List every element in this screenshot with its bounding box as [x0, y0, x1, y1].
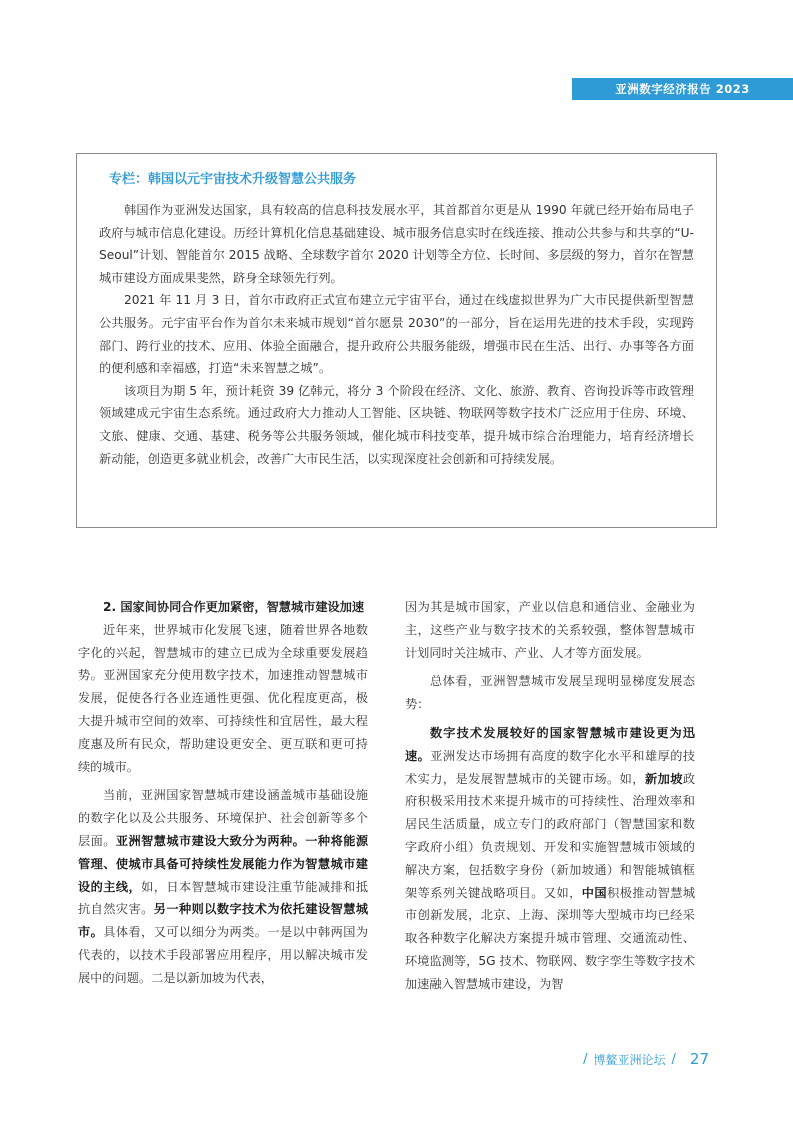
paragraph-continued: 因为其是城市国家，产业以信息和通信业、金融业为主，这些产业与数字技术的关系较强，整体智慧城市计划同时关注城市、产业、人才等方面发展。 — [405, 600, 695, 660]
sidebar-box — [76, 153, 717, 528]
emphasis: 另一种则以数字技术为依托建设智慧城市。 — [78, 902, 369, 940]
report-header-band — [572, 78, 793, 100]
emphasis: 新加坡 — [644, 771, 683, 786]
box-paragraph: 该项目为期 5 年，预计耗资 39 亿韩元，将分 3 个阶段在经济、文化、旅游、教育、咨询投诉等市政管理领域建成元宇宙生态系统。通过政府大力推动人工智能、区块链、物联网等数字技术广泛应用于住房、环境、文旅、健康、交通、基建、税务等公共服务领域，催化城市科技变革，提升城市综合治理能力，培育经济增长新动能，创造更多就业机会，改善广大市民生活，以实现深度社会创新和可持续发展。 — [99, 383, 694, 466]
paragraph: 总体看，亚洲智慧城市发展呈现明显梯度发展态势： — [405, 674, 695, 712]
box-paragraph: 韩国作为亚洲发达国家，具有较高的信息科技发展水平，其首都首尔更是从 1990 年就已经开始布局电子政府与城市信息化建设。历经计算机化信息基础建设、城市服务信息实时在线连接、推动公共参与和共享的“U-Seoul”计划、智能首尔 2015 战略、全球数字首尔 2020 计划等全方位、长时间、多层级的努力，首尔在智慧城市建设方面成果斐然，跻身全球领先行列。 — [99, 203, 694, 285]
box-paragraph: 2021 年 11 月 3 日，首尔市政府正式宣布建立元宇宙平台，通过在线虚拟世界为广大市民提供新型智慧公共服务。元宇宙平台作为首尔未来城市规划“首尔愿景 2030”的一部分，旨在运用先进的技术手段，实现跨部门、跨行业的技术、应用、体验全面融合，提升政府公共服务能级，增强市民在生活、出行、办事等各方面的便利感和幸福感，打造“未来智慧之城”。 — [99, 293, 694, 376]
footer-slash: / — [583, 1051, 588, 1067]
page-number: 27 — [689, 1050, 709, 1068]
text: 如，日本智慧城市建设注重节能减排和抵抗自然灾害。 — [78, 879, 369, 917]
paragraph — [405, 722, 695, 996]
text: 当前，亚洲国家智慧城市建设涵盖城市基础设施的数字化以及公共服务、环境保护、社会创新等多个层面。 — [78, 788, 368, 848]
text: 具体看，又可以细分为两类。一是以中韩两国为代表的，以技术手段部署应用程序，用以解决城市发展中的问题。二是以新加坡为代表， — [78, 925, 369, 985]
paragraph: 近年来，世界城市化发展飞速，随着世界各地数字化的兴起，智慧城市的建立已成为全球重要发展趋势。亚洲国家充分使用数字技术，加速推动智慧城市发展，促使各行各业连通性更强、优化程度更高，极大提升城市空间的效率、可持续性和宜居性，最大程度惠及所有民众，帮助建设更安全、更互联和更可持续的城市。 — [78, 622, 368, 774]
text: 政府积极采用技术来提升城市的可持续性、治理效率和居民生活质量，成立专门的政府部门（智慧国家和数字政府小组）负责规划、开发和实施智慧城市领域的解决方案，包括数字身份（新加坡通）和智能城镇框架等系列关键战略项目。又如， — [405, 771, 696, 900]
report-title: 亚洲数字经济报告 2023 — [615, 82, 750, 96]
footer-title: 博鳌亚洲论坛 — [593, 1052, 666, 1067]
emphasis: 中国 — [581, 885, 608, 900]
emphasis: 数字技术发展较好的国家智慧城市建设更为迅速。 — [405, 725, 695, 763]
section-heading: 2. 国家间协同合作更加紧密，智慧城市建设加速 — [103, 600, 365, 614]
paragraph — [78, 784, 368, 989]
emphasis: 亚洲智慧城市建设大致分为两种。一种将能源管理、使城市具备可持续性发展能力作为智慧城市建设的主线， — [78, 833, 369, 894]
text: 积极推动智慧城市创新发展，北京、上海、深圳等大型城市均已经采取各种数字化解决方案提升城市管理、交通流动性、环境监测等，5G 技术、物联网、数字孪生等数字技术加速融入智慧城市建设，为智 — [405, 885, 696, 991]
box-title: 专栏：韩国以元宇宙技术升级智慧公共服务 — [109, 172, 357, 187]
left-column — [78, 596, 368, 996]
text: 亚洲发达市场拥有高度的数字化水平和雄厚的技术实力，是发展智慧城市的关键市场。如， — [405, 748, 696, 786]
footer-slash: / — [671, 1051, 676, 1067]
right-column — [405, 596, 695, 1002]
page-footer — [577, 1050, 709, 1068]
